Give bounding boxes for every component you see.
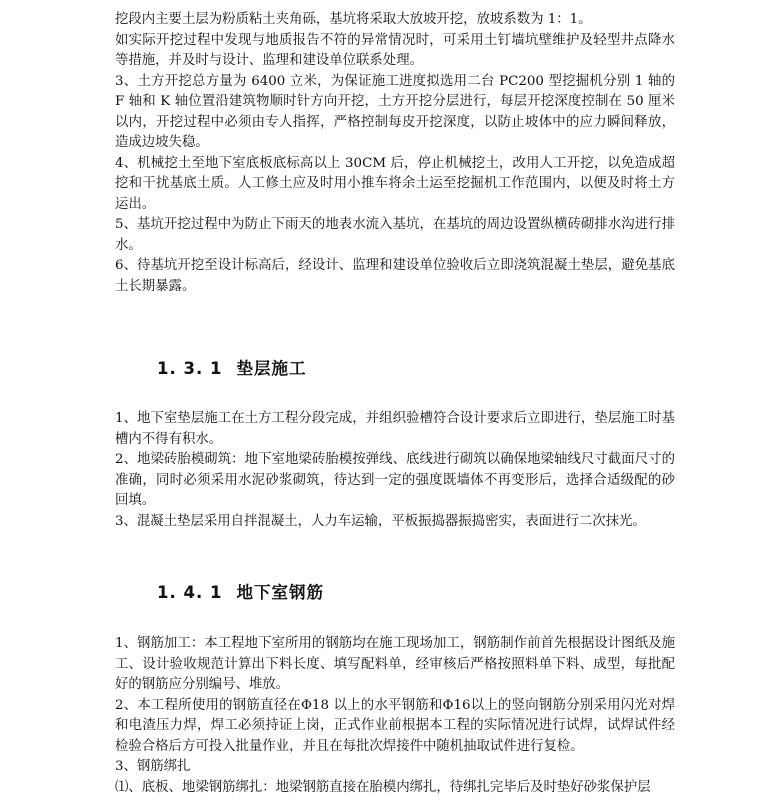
section-title: 垫层施工	[236, 359, 307, 378]
paragraph: 1、地下室垫层施工在土方工程分段完成，并组织验槽符合设计要求后立即进行，垫层施工时基槽内不得有积水。	[115, 411, 675, 447]
section-number: 1. 4. 1	[157, 583, 223, 602]
paragraph: ⑴、底板、地梁钢筋绑扎：地梁钢筋直接在胎模内绑扎，待绑扎完毕后及时垫好砂浆保护层	[115, 779, 651, 795]
earthwork-section	[115, 10, 675, 297]
paragraph: 6、待基坑开挖至设计标高后，经设计、监理和建设单位验收后立即浇筑混凝土垫层，避免基底土长期暴露。	[115, 258, 675, 294]
paragraph: 2、本工程所使用的钢筋直径在Φ18 以上的水平钢筋和Φ16以上的竖向钢筋分别采用闪光对焊和电渣压力焊，焊工必须持证上岗，正式作业前根据本工程的实际情况进行试焊，试焊试件经检验合格后方可投入批量作业，并且在每批次焊接件中随机抽取试件进行复检。	[115, 697, 675, 754]
paragraph: 3、混凝土垫层采用自拌混凝土，人力车运输，平板振捣器振捣密实，表面进行二次抹光。	[115, 513, 646, 529]
section-number: 1. 3. 1	[157, 359, 223, 378]
rebar-section	[115, 634, 675, 798]
paragraph: 如实际开挖过程中发现与地质报告不符的异常情况时，可采用土钉墙坑壁维护及轻型井点降水等措施，并及时与设计、监理和建设单位联系处理。	[115, 32, 675, 68]
paragraph: 4、机械挖土至地下室底板底标高以上 30CM 后，停止机械挖土，改用人工开挖，以免造成超挖和干扰基底土质。人工修土应及时用小推车将余土运至挖掘机工作范围内，以便及时将土方运出。	[115, 155, 675, 212]
section-heading-1-4-1	[157, 582, 324, 604]
paragraph: 5、基坑开挖过程中为防止下雨天的地表水流入基坑，在基坑的周边设置纵横砖砌排水沟进行排水。	[115, 217, 675, 253]
paragraph: 3、土方开挖总方量为 6400 立米，为保证施工进度拟选用二台 PC200 型挖掘机分别 1 轴的 F 轴和 K 轴位置沿建筑物顺时针方向开挖，土方开挖分层进行，每层开挖深度控制在 50 厘米以内，开挖过程中必须由专人指挥，严格控制每皮开挖深度，以防止坡体中的应力瞬间释放，造成边坡失稳。	[115, 73, 675, 150]
paragraph: 挖段内主要土层为粉质粘土夹角砾，基坑将采取大放坡开挖，放坡系数为 1：1。	[115, 12, 592, 27]
section-heading-1-3-1	[157, 358, 306, 380]
section-title: 地下室钢筋	[236, 583, 324, 602]
paragraph: 3、钢筋绑扎	[115, 759, 191, 774]
cushion-section	[115, 409, 675, 532]
paragraph: 2、地梁砖胎模砌筑：地下室地梁砖胎模按弹线、底线进行砌筑以确保地梁轴线尺寸截面尺寸的准确，同时必须采用水泥砂浆砌筑，待达到一定的强度既墙体不再变形后，选择合适级配的砂回填。	[115, 452, 675, 508]
paragraph: 1、钢筋加工：本工程地下室所用的钢筋均在施工现场加工，钢筋制作前首先根据设计图纸及施工、设计验收规范计算出下料长度、填写配料单，经审核后严格按照料单下料、成型，每批配好的钢筋应分别编号、堆放。	[115, 636, 675, 692]
